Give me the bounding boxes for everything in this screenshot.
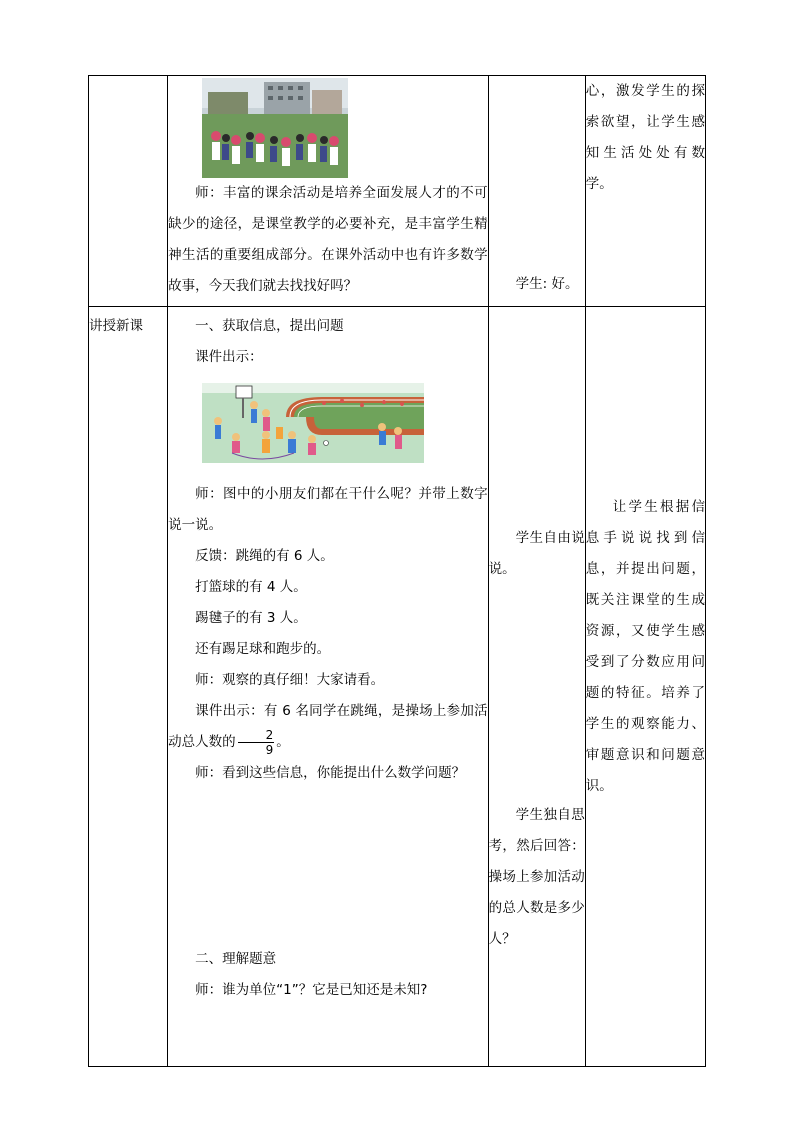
spacer xyxy=(168,789,488,944)
teacher-intro-text: 师：丰富的课余活动是培养全面发展人才的不可缺少的途径，是课堂教学的必要补充，是丰富学生精神生活的重要组成部分。在课外活动中也有许多数学故事，今天我们就去找找好吗？ xyxy=(168,185,488,294)
fraction-two-ninths xyxy=(238,728,275,757)
teacher-activity-cell xyxy=(168,307,489,1067)
spacer xyxy=(489,585,585,800)
section-heading-2: 二、理解题意 xyxy=(195,951,277,967)
student-activity-cell xyxy=(488,76,585,307)
fraction-denominator: 9 xyxy=(265,742,274,757)
teacher-question-2: 师：看到这些信息，你能提出什么数学问题？ xyxy=(195,765,466,781)
lesson-plan-table xyxy=(88,75,706,1067)
teacher-question-3: 师：谁为单位“1”？它是已知还是未知? xyxy=(195,982,428,998)
playground-illustration xyxy=(202,383,424,463)
student-response-text: 学生: 好。 xyxy=(515,276,579,292)
design-intent-cell xyxy=(585,307,705,1067)
fraction-numerator: 2 xyxy=(238,728,275,743)
courseware-label: 课件出示： xyxy=(195,349,263,365)
courseware-info-end: 。 xyxy=(276,734,290,750)
playground-photo xyxy=(202,78,348,178)
courseware-info-text: 课件出示：有 6 名同学在跳绳，是操场上参加活动总人数的 xyxy=(168,703,488,750)
design-intent-text: 心，激发学生的探索欲望，让学生感知生活处处有数学。 xyxy=(585,83,705,192)
stage-cell xyxy=(89,307,168,1067)
teacher-question-1: 师：图中的小朋友们都在干什么呢？并带上数字说一说。 xyxy=(168,486,488,533)
design-intent-text: 让学生根据信息手说说找到信息，并提出问题，既关注课堂的生成资源，又使学生感受到了分数应用问题的特征。培养了学生的观察能力、审题意识和问题意识。 xyxy=(585,499,705,794)
feedback-line-2: 打篮球的有 4 人。 xyxy=(195,579,307,595)
feedback-line-3: 踢毽子的有 3 人。 xyxy=(195,610,307,626)
table-row xyxy=(89,307,706,1067)
table-row xyxy=(89,76,706,307)
feedback-line-1: 反馈：跳绳的有 6 人。 xyxy=(195,548,334,564)
spacer xyxy=(586,307,705,492)
student-activity-cell xyxy=(488,307,585,1067)
design-intent-cell xyxy=(585,76,705,307)
feedback-line-4: 还有踢足球和跑步的。 xyxy=(195,641,331,657)
student-response-1: 学生自由说说。 xyxy=(488,530,585,577)
stage-label: 讲授新课 xyxy=(89,318,143,334)
teacher-praise: 师：观察的真仔细！大家请看。 xyxy=(195,672,385,688)
teacher-activity-cell xyxy=(168,76,489,307)
stage-cell-empty xyxy=(89,76,168,307)
courseware-info xyxy=(168,696,488,758)
spacer xyxy=(489,307,585,523)
student-response-2: 学生独自思考，然后回答：操场上参加活动的总人数是多少人？ xyxy=(488,807,585,947)
section-heading-1: 一、获取信息，提出问题 xyxy=(195,318,344,334)
